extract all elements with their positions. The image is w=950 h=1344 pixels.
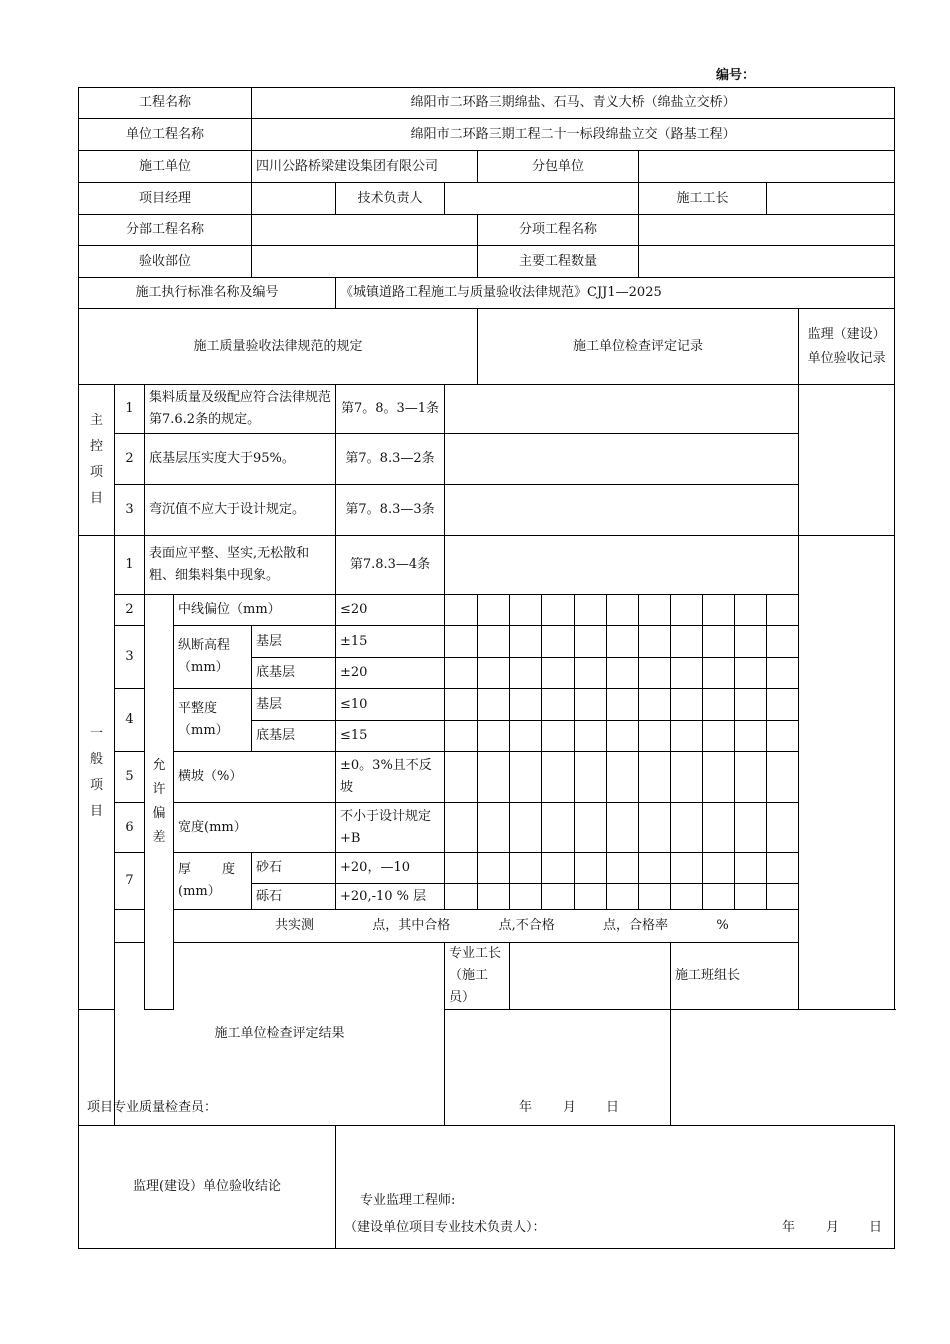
gen-item-3-sub2: 底基层 [252, 658, 336, 689]
standard-value: 《城镇道路工程施工与质量验收法律规范》CJJ1—2025 [336, 278, 895, 309]
measure-cell[interactable] [639, 721, 671, 752]
subitem-value[interactable] [639, 215, 895, 246]
summary-part-5: % [716, 918, 729, 933]
measure-cell[interactable] [510, 658, 542, 689]
measure-cell[interactable] [703, 689, 735, 721]
mc-item-2-no: 2 [115, 434, 145, 485]
foreman-label: 施工工长 [639, 183, 767, 215]
measure-cell[interactable] [639, 803, 671, 853]
subcontractor-label: 分包单位 [478, 151, 639, 183]
subcontractor-value[interactable] [639, 151, 895, 183]
gen-item-4-sub1: 基层 [252, 689, 336, 721]
measure-cell[interactable] [445, 658, 478, 689]
measure-cell[interactable] [767, 658, 799, 689]
measure-cell[interactable] [575, 853, 607, 884]
measure-cell[interactable] [445, 595, 478, 626]
measure-cell[interactable] [478, 595, 510, 626]
measure-cell[interactable] [767, 884, 799, 910]
measure-cell[interactable] [735, 595, 767, 626]
measure-cell[interactable] [607, 721, 639, 752]
result-day: 日 [606, 1100, 620, 1115]
measure-cell[interactable] [735, 689, 767, 721]
measure-cell[interactable] [575, 626, 607, 658]
owner-label: （建设单位项目专业技术负责人）： [344, 1220, 546, 1235]
measure-cell[interactable] [542, 884, 575, 910]
mc-item-2-text: 底基层压实度大于95%。 [145, 434, 336, 485]
measure-cell[interactable] [607, 626, 639, 658]
measure-cell[interactable] [703, 595, 735, 626]
gen-item-6-no: 6 [115, 803, 145, 853]
gen-item-3-val1: ±15 [336, 626, 445, 658]
measure-cell[interactable] [542, 689, 575, 721]
gen-item-7-name-a: 厚 [178, 862, 192, 877]
measure-cell[interactable] [767, 626, 799, 658]
measure-cell[interactable] [735, 626, 767, 658]
measure-cell[interactable] [639, 626, 671, 658]
measure-cell[interactable] [607, 658, 639, 689]
mc-item-2-record[interactable] [445, 434, 799, 485]
measure-cell[interactable] [735, 853, 767, 884]
quantity-value[interactable] [639, 246, 895, 278]
mc-item-1-ref: 第7。8。3—1条 [336, 385, 445, 434]
measure-cell[interactable] [735, 803, 767, 853]
measure-cell[interactable] [671, 721, 703, 752]
measure-cell[interactable] [445, 689, 478, 721]
measure-cell[interactable] [767, 752, 799, 803]
gen-item-7-no: 7 [115, 853, 145, 910]
measure-cell[interactable] [703, 884, 735, 910]
measure-cell[interactable] [445, 884, 478, 910]
measure-cell[interactable] [767, 853, 799, 884]
measure-cell[interactable] [639, 658, 671, 689]
gen-item-7-sub2: 砾石 [252, 884, 336, 910]
gen-item-1-record[interactable] [445, 536, 799, 595]
foreman-value[interactable] [767, 183, 895, 215]
measure-cell[interactable] [607, 853, 639, 884]
measure-cell[interactable] [445, 626, 478, 658]
measure-cell[interactable] [703, 752, 735, 803]
measure-cell[interactable] [703, 658, 735, 689]
measure-cell[interactable] [478, 853, 510, 884]
measure-cell[interactable] [607, 595, 639, 626]
serial-number-label: 编号： [716, 68, 756, 83]
summary-part-3: 点,不合格 [498, 918, 555, 933]
team-leader-label: 施工班组长 [671, 943, 799, 1010]
measure-cell[interactable] [510, 595, 542, 626]
measure-cell[interactable] [703, 626, 735, 658]
measure-cell[interactable] [478, 803, 510, 853]
gen-item-7-name [174, 853, 252, 910]
spec-column-header: 施工质量验收法律规范的规定 [79, 309, 478, 385]
gen-item-3-name: 纵断高程（mm） [174, 626, 252, 689]
measure-cell[interactable] [542, 626, 575, 658]
gen-item-6-name: 宽度(mm） [174, 803, 336, 853]
project-name-label: 工程名称 [79, 88, 252, 119]
measure-cell[interactable] [607, 752, 639, 803]
measure-cell[interactable] [767, 689, 799, 721]
measure-cell[interactable] [542, 853, 575, 884]
gen-item-6-value: 不小于设计规定+B [336, 803, 445, 853]
conclusion-year: 年 [782, 1220, 796, 1235]
result-label: 施工单位检查评定结果 [115, 943, 445, 1126]
contractor-label: 施工单位 [79, 151, 252, 183]
measure-cell[interactable] [735, 721, 767, 752]
measure-cell[interactable] [542, 595, 575, 626]
summary-row [115, 910, 895, 943]
unit-project-label: 单位工程名称 [79, 119, 252, 151]
measure-cell[interactable] [478, 626, 510, 658]
mc-item-3-no: 3 [115, 485, 145, 536]
measure-cell[interactable] [575, 803, 607, 853]
measure-cell[interactable] [767, 803, 799, 853]
measure-cell[interactable] [639, 752, 671, 803]
gen-item-2-name: 中线偏位（mm） [174, 595, 336, 626]
measure-cell[interactable] [510, 752, 542, 803]
tech-lead-value[interactable] [445, 183, 639, 215]
inspection-form-table [78, 87, 895, 1249]
contractor-value: 四川公路桥梁建设集团有限公司 [252, 151, 478, 183]
measure-cell[interactable] [607, 803, 639, 853]
tech-lead-label: 技术负责人 [336, 183, 445, 215]
gen-item-3-val2: ±20 [336, 658, 445, 689]
measure-cell[interactable] [542, 752, 575, 803]
gen-item-2-no: 2 [115, 595, 145, 626]
measure-cell[interactable] [671, 689, 703, 721]
gen-item-7-name-b: 度 [222, 862, 236, 877]
main-control-label [79, 385, 115, 536]
measure-cell[interactable] [735, 752, 767, 803]
inspection-part-value[interactable] [252, 246, 478, 278]
mc-item-3-record[interactable] [445, 485, 799, 536]
general-label-text: 一般项目 [89, 725, 103, 819]
gen-item-1-ref: 第7.8.3—4条 [336, 536, 445, 595]
measure-cell[interactable] [575, 884, 607, 910]
project-manager-value[interactable] [252, 183, 336, 215]
conclusion-month: 月 [826, 1220, 840, 1235]
record-column-header: 施工单位检查评定记录 [478, 309, 799, 385]
measure-cell[interactable] [478, 689, 510, 721]
measure-cell[interactable] [542, 803, 575, 853]
measure-cell[interactable] [639, 853, 671, 884]
gen-item-3-no: 3 [115, 626, 145, 689]
gen-item-5-name: 横坡（%） [174, 752, 336, 803]
gen-item-2-value: ≤20 [336, 595, 445, 626]
division-label: 分部工程名称 [79, 215, 252, 246]
specialist-label: 专业工长（施工员） [445, 943, 510, 1010]
gen-item-7-val1: +20，—10 [336, 853, 445, 884]
measure-cell[interactable] [575, 752, 607, 803]
measure-cell[interactable] [478, 721, 510, 752]
measure-cell[interactable] [478, 884, 510, 910]
gen-item-7-val2: +20,-10 % 层 [336, 884, 445, 910]
gen-item-3-sub1: 基层 [252, 626, 336, 658]
gen-item-1-no: 1 [115, 536, 145, 595]
conclusion-label: 监理(建设）单位验收结论 [79, 1126, 336, 1249]
project-name-value: 绵阳市二环路三期绵盐、石马、青义大桥（绵盐立交桥） [252, 88, 895, 119]
measure-cell[interactable] [671, 595, 703, 626]
mc-item-2-ref: 第7。8.3—2条 [336, 434, 445, 485]
subitem-label: 分项工程名称 [478, 215, 639, 246]
gen-item-1-text: 表面应平整、坚实,无松散和粗、细集料集中现象。 [145, 536, 336, 595]
gen-item-7-sub1: 砂石 [252, 853, 336, 884]
gen-item-4-name: 平整度（mm） [174, 689, 252, 752]
measure-cell[interactable] [607, 884, 639, 910]
mc-supervision-record[interactable] [799, 385, 895, 536]
result-signature-area[interactable] [79, 1010, 671, 1126]
measure-cell[interactable] [703, 721, 735, 752]
measure-cell[interactable] [445, 721, 478, 752]
supervision-column-header: 监理（建设）单位验收记录 [799, 309, 895, 385]
measure-cell[interactable] [735, 658, 767, 689]
measure-cell[interactable] [445, 752, 478, 803]
measure-cell[interactable] [445, 803, 478, 853]
measure-cell[interactable] [510, 721, 542, 752]
specialist-value[interactable] [510, 943, 671, 1010]
gen-item-7-name-c: (mm） [178, 884, 221, 899]
measure-cell[interactable] [478, 658, 510, 689]
measure-cell[interactable] [671, 752, 703, 803]
measure-cell[interactable] [703, 803, 735, 853]
division-value[interactable] [252, 215, 478, 246]
measure-cell[interactable] [510, 689, 542, 721]
measure-cell[interactable] [639, 595, 671, 626]
mc-item-1-no: 1 [115, 385, 145, 434]
summary-part-1: 共实测 [275, 918, 315, 933]
gen-item-4-val2: ≤15 [336, 721, 445, 752]
measure-cell[interactable] [671, 626, 703, 658]
measure-cell[interactable] [575, 721, 607, 752]
gen-item-4-no: 4 [115, 689, 145, 752]
measure-cell[interactable] [575, 658, 607, 689]
inspection-part-label: 验收部位 [79, 246, 252, 278]
measure-cell[interactable] [575, 689, 607, 721]
measure-cell[interactable] [510, 626, 542, 658]
measure-cell[interactable] [639, 884, 671, 910]
mc-item-1-text: 集料质量及级配应符合法律规范第7.6.2条的规定。 [145, 385, 336, 434]
measure-cell[interactable] [767, 595, 799, 626]
general-label [79, 536, 115, 1010]
measure-cell[interactable] [639, 689, 671, 721]
measure-cell[interactable] [510, 803, 542, 853]
measure-cell[interactable] [671, 884, 703, 910]
measure-cell[interactable] [671, 803, 703, 853]
result-month: 月 [563, 1100, 577, 1115]
measure-cell[interactable] [607, 689, 639, 721]
measure-cell[interactable] [542, 721, 575, 752]
inspector-label: 项目专业质量检查员： [87, 1100, 218, 1115]
quantity-label: 主要工程数量 [478, 246, 639, 278]
mc-item-3-ref: 第7。8.3—3条 [336, 485, 445, 536]
result-year: 年 [519, 1100, 533, 1115]
measure-cell[interactable] [703, 853, 735, 884]
gen-item-5-value: ±0。3%且不反坡 [336, 752, 445, 803]
measure-cell[interactable] [671, 853, 703, 884]
gen-item-5-no: 5 [115, 752, 145, 803]
standard-label: 施工执行标准名称及编号 [79, 278, 336, 309]
measure-cell[interactable] [671, 658, 703, 689]
gen-item-4-sub2: 底基层 [252, 721, 336, 752]
gen-item-4-val1: ≤10 [336, 689, 445, 721]
measure-cell[interactable] [575, 595, 607, 626]
measure-cell[interactable] [767, 721, 799, 752]
measure-cell[interactable] [542, 658, 575, 689]
deviation-label-text: 允许偏差 [152, 758, 166, 845]
mc-item-1-record[interactable] [445, 385, 799, 434]
measure-cell[interactable] [478, 752, 510, 803]
conclusion-signature-area[interactable] [336, 1126, 895, 1249]
mc-item-3-text: 弯沉值不应大于设计规定。 [145, 485, 336, 536]
unit-project-value: 绵阳市二环路三期工程二十一标段绵盐立交（路基工程） [252, 119, 895, 151]
measure-cell[interactable] [445, 853, 478, 884]
main-control-label-text: 主控项目 [89, 413, 103, 506]
project-manager-label: 项目经理 [79, 183, 252, 215]
summary-part-2: 点，其中合格 [372, 918, 451, 933]
conclusion-day: 日 [869, 1220, 883, 1235]
measure-cell[interactable] [735, 884, 767, 910]
summary-part-4: 点，合格率 [603, 918, 669, 933]
engineer-label: 专业监理工程师: [360, 1193, 456, 1208]
measure-cell[interactable] [510, 853, 542, 884]
measure-cell[interactable] [510, 884, 542, 910]
